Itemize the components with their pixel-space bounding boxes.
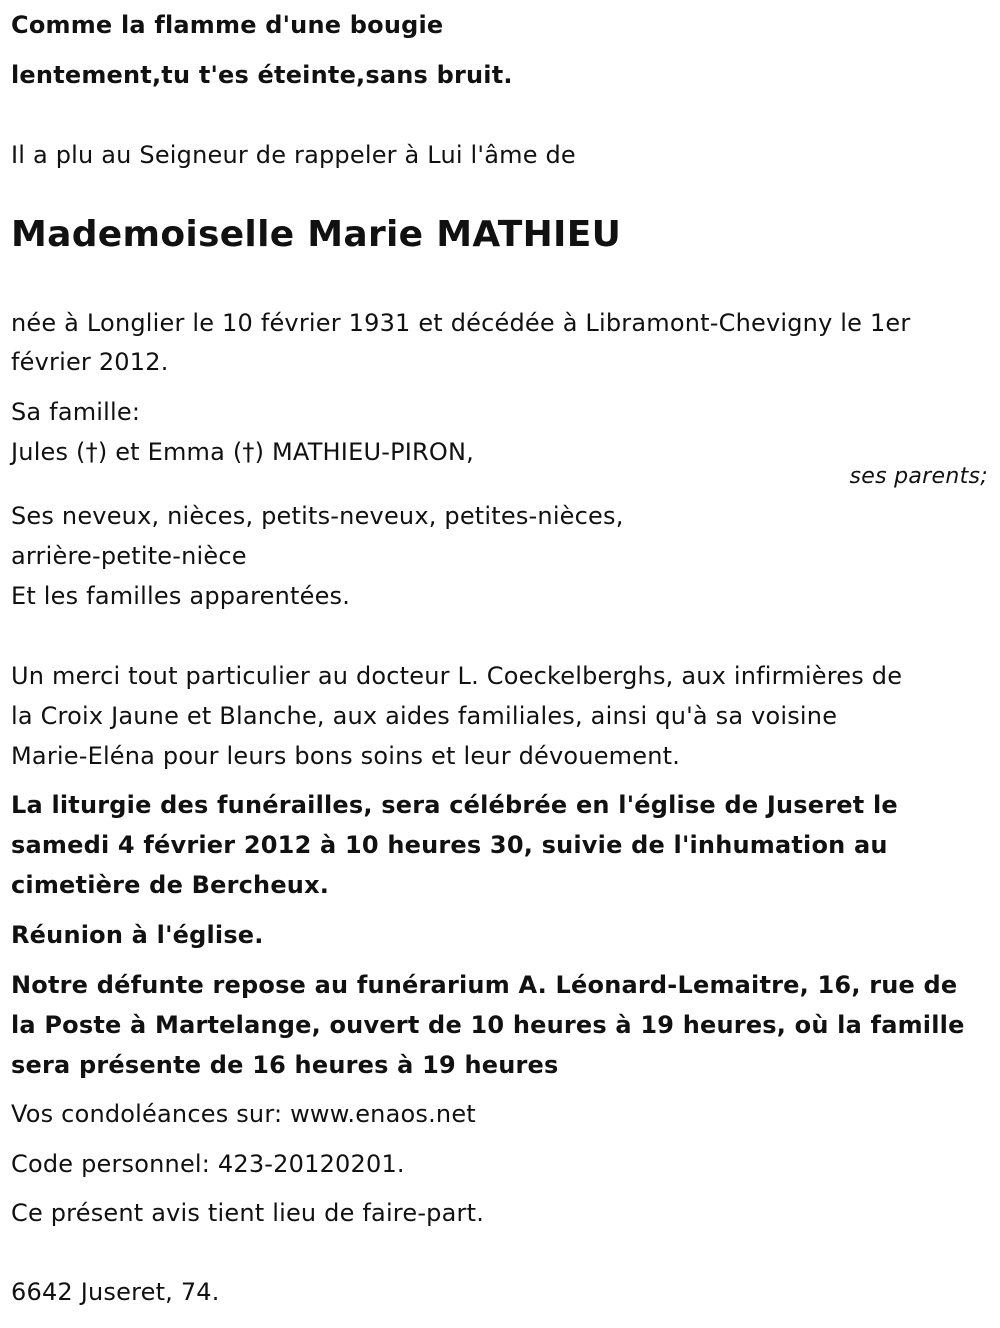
birth-death-line-1: née à Longlier le 10 février 1931 et décédée à Libramont-Chevigny le 1er xyxy=(11,309,911,337)
thanks-line-2: la Croix Jaune et Blanche, aux aides familiales, ainsi qu'à sa voisine xyxy=(11,702,838,730)
meeting-text: Réunion à l'église. xyxy=(11,921,264,949)
funeral-line-2: samedi 4 février 2012 à 10 heures 30, suivie de l'inhumation au xyxy=(11,831,888,859)
poem-line-1: Comme la flamme d'une bougie xyxy=(11,11,444,39)
intro-text: Il a plu au Seigneur de rappeler à Lui l'âme de xyxy=(11,141,576,169)
funeral-line-1: La liturgie des funérailles, sera célébrée en l'église de Juseret le xyxy=(11,791,898,819)
notice-text: Ce présent avis tient lieu de faire-part. xyxy=(11,1199,485,1227)
birth-death-line-2: février 2012. xyxy=(11,348,169,376)
personal-code: Code personnel: 423-20120201. xyxy=(11,1150,405,1178)
thanks-line-1: Un merci tout particulier au docteur L. Coeckelberghs, aux infirmières de xyxy=(11,662,903,690)
repose-line-3: sera présente de 16 heures à 19 heures xyxy=(11,1051,559,1079)
thanks-line-3: Marie-Eléna pour leurs bons soins et leur dévouement. xyxy=(11,742,681,770)
family-relatives-line-2: arrière-petite-nièce xyxy=(11,542,247,570)
repose-line-1: Notre défunte repose au funérarium A. Léonard-Lemaitre, 16, rue de xyxy=(11,971,958,999)
deceased-name: Mademoiselle Marie MATHIEU xyxy=(11,214,622,255)
funeral-line-3: cimetière de Bercheux. xyxy=(11,871,330,899)
family-relatives-line-3: Et les familles apparentées. xyxy=(11,582,351,610)
family-parents-role: ses parents; xyxy=(849,464,988,489)
condolences-text: Vos condoléances sur: www.enaos.net xyxy=(11,1100,476,1128)
repose-line-2: la Poste à Martelange, ouvert de 10 heures à 19 heures, où la famille xyxy=(11,1011,965,1039)
address-text: 6642 Juseret, 74. xyxy=(11,1278,220,1306)
family-relatives-line-1: Ses neveux, nièces, petits-neveux, petites-nièces, xyxy=(11,502,624,530)
poem-line-2: lentement,tu t'es éteinte,sans bruit. xyxy=(11,61,513,89)
family-heading: Sa famille: xyxy=(11,398,141,426)
family-parents: Jules (†) et Emma (†) MATHIEU-PIRON, xyxy=(11,438,474,466)
